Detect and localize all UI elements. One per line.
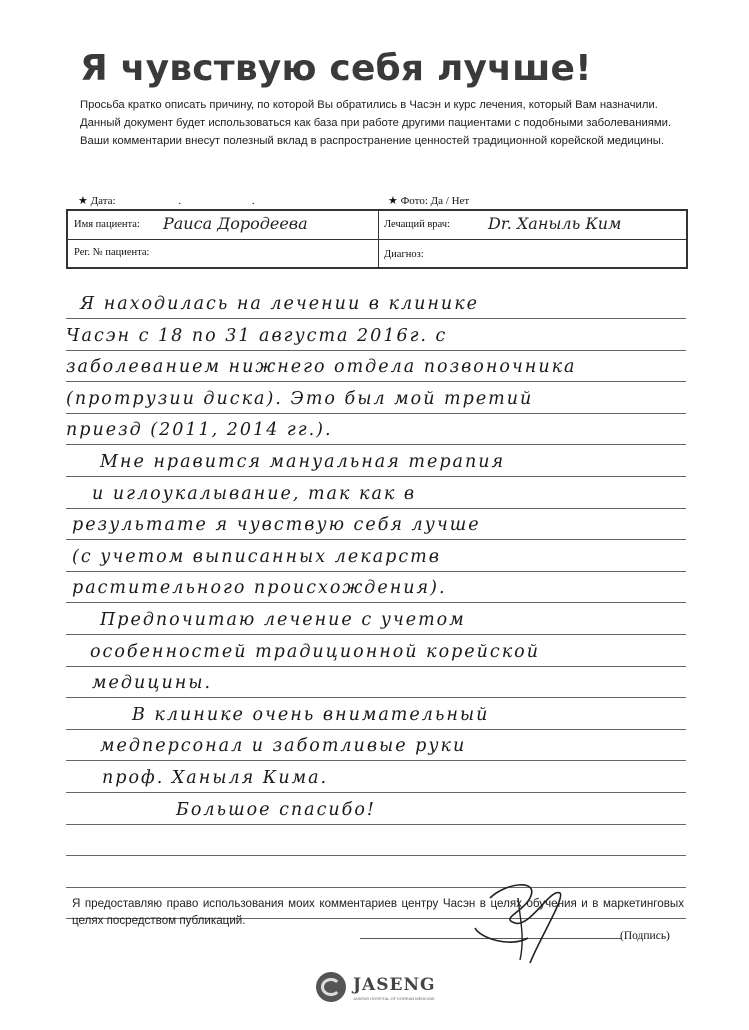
patient-name-label: Имя пациента: <box>74 219 140 230</box>
intro-line-3: Ваши комментарии внесут полезный вклад в распространение ценностей традиционной корейской медицины. <box>80 135 664 147</box>
ruled-line <box>66 760 686 761</box>
handwritten-comment-line: особенностей традиционной корейской <box>90 641 540 662</box>
ruled-line <box>66 666 686 667</box>
intro-line-2: Данный документ будет использоваться как база при работе другими пациентами с подобными заболеваниями. <box>80 117 672 129</box>
ruled-line <box>66 413 686 414</box>
ruled-line <box>66 318 686 319</box>
logo-subtitle: JASENG HOSPITAL OF KOREAN MEDICINE <box>353 996 435 1001</box>
ruled-line <box>66 887 686 888</box>
logo-emblem-icon <box>316 972 346 1002</box>
handwritten-comment-line: медперсонал и заботливые руки <box>100 736 467 757</box>
consent-text: Я предоставляю право использования моих комментариев центру Часэн в целях обучения и в маркетинговых целях посредством публикаций. <box>72 897 684 927</box>
handwritten-comment-line: проф. Ханыля Кима. <box>102 768 329 788</box>
ruled-line <box>66 697 686 698</box>
ruled-line <box>66 634 686 635</box>
photo-options: Да / Нет <box>430 195 470 207</box>
handwritten-comment-line: В клинике очень внимательный <box>132 704 490 725</box>
handwritten-comment-line: Большое спасибо! <box>176 799 376 820</box>
page-title: Я чувствую себя лучше! <box>80 48 592 89</box>
ruled-line <box>66 824 686 825</box>
ruled-line <box>66 444 686 445</box>
signature-label: (Подпись) <box>620 930 670 942</box>
intro-line-1: Просьба кратко описать причину, по которой Вы обратились в Часэн и курс лечения, который Вам назначили. <box>80 99 658 111</box>
handwritten-comment-line: растительного происхождения). <box>72 578 447 599</box>
ruled-line <box>66 508 686 509</box>
handwritten-comment-line: Я находилась на лечении в клинике <box>80 294 480 314</box>
photo-label: ★ Фото: <box>388 195 428 207</box>
doctor-label: Лечащий врач: <box>384 219 450 230</box>
ruled-line <box>66 792 686 793</box>
handwritten-comment-line: результате я чувствую себя лучше <box>72 515 481 536</box>
ruled-line <box>66 381 686 382</box>
ruled-line <box>66 350 686 351</box>
ruled-line <box>66 855 686 856</box>
handwritten-comment-line: медицины. <box>92 673 213 694</box>
patient-info-table <box>66 209 688 269</box>
handwritten-comment-line: Часэн с 18 по 31 августа 2016г. с <box>66 325 448 346</box>
reg-number-label: Рег. № пациента: <box>74 247 150 258</box>
ruled-line <box>66 729 686 730</box>
date-value: . . <box>178 195 289 207</box>
handwritten-comment-line: и иглоукалывание, так как в <box>92 483 417 504</box>
handwritten-comment-line: Мне нравится мануальная терапия <box>100 452 506 472</box>
photo-consent-field <box>388 194 469 207</box>
ruled-line <box>66 539 686 540</box>
doctor-value: Dr. Ханыль Ким <box>488 214 622 233</box>
date-label: ★ Дата: <box>78 195 116 207</box>
logo-text: JASENG <box>353 975 436 995</box>
handwritten-signature <box>470 878 580 968</box>
ruled-line <box>66 476 686 477</box>
patient-name-value: Раиса Дородеева <box>163 214 308 233</box>
ruled-line <box>66 571 686 572</box>
handwritten-comment-line: Предпочитаю лечение с учетом <box>100 610 466 630</box>
diagnosis-label: Диагноз: <box>384 249 424 260</box>
handwritten-comment-line: приезд (2011, 2014 гг.). <box>66 420 333 441</box>
date-field <box>78 194 289 207</box>
handwritten-comment-line: заболеванием нижнего отдела позвоночника <box>66 357 577 378</box>
handwritten-comment-line: (протрузии диска). Это был мой третий <box>66 388 534 409</box>
handwritten-comment-line: (с учетом выписанных лекарств <box>72 546 441 567</box>
ruled-line <box>66 602 686 603</box>
